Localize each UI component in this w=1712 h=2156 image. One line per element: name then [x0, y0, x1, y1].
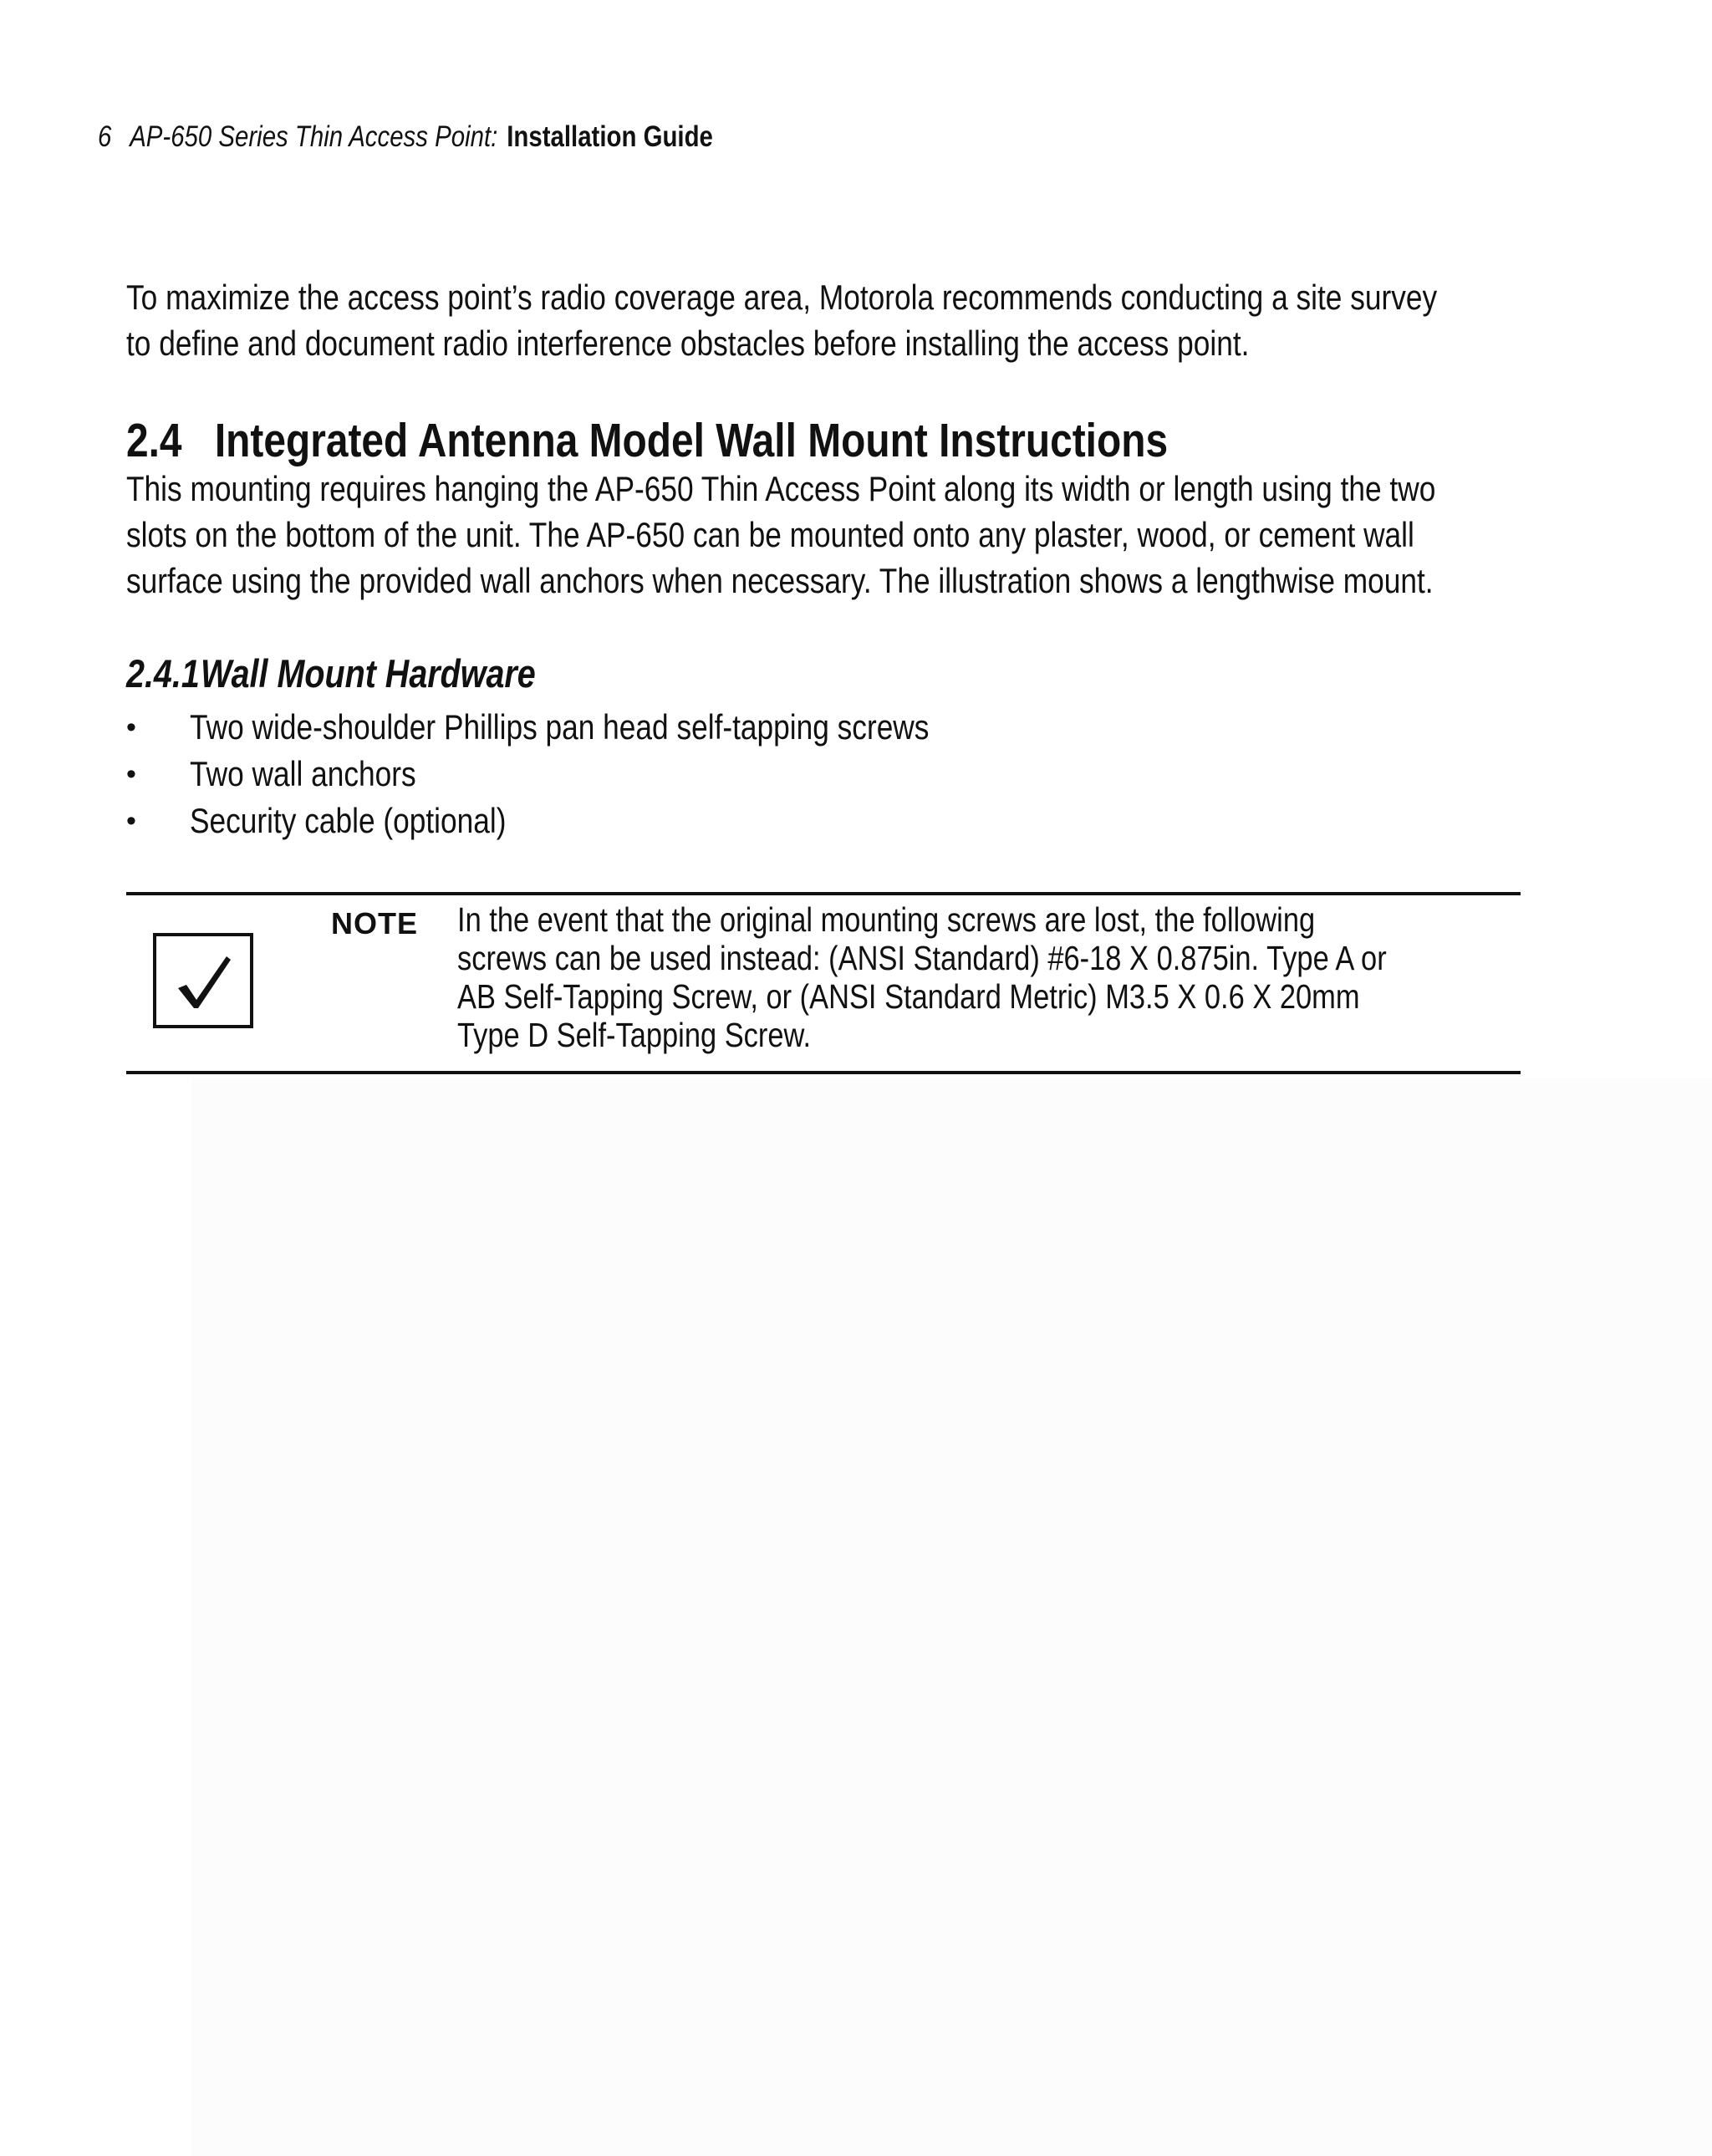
section-title: Integrated Antenna Model Wall Mount Instructions	[214, 414, 1169, 467]
section-line: slots on the bottom of the unit. The AP-650 can be mounted onto any plaster, wood, or cement wall	[126, 515, 1414, 554]
note-line: Type D Self-Tapping Screw.	[457, 1016, 812, 1054]
note-line: screws can be used instead: (ANSI Standard) #6-18 X 0.875in. Type A or	[457, 939, 1387, 977]
document-subtitle: Installation Guide	[507, 120, 713, 153]
note-line: AB Self-Tapping Screw, or (ANSI Standard Metric) M3.5 X 0.6 X 20mm	[457, 977, 1360, 1016]
intro-line: To maximize the access point’s radio coverage area, Motorola recommends conducting a site survey	[126, 278, 1438, 317]
checkmark-icon	[153, 933, 253, 1028]
section-number: 2.4	[126, 414, 182, 467]
section-heading	[126, 413, 1168, 468]
intro-paragraph	[126, 274, 1437, 366]
list-item-text: Two wide-shoulder Phillips pan head self-tapping screws	[190, 707, 930, 747]
running-header	[98, 119, 713, 155]
subsection-number: 2.4.1	[126, 651, 200, 696]
section-paragraph	[126, 466, 1435, 604]
note-label: NOTE	[331, 906, 419, 940]
note-text	[457, 900, 1387, 1054]
note-top-divider	[126, 892, 1521, 895]
subsection-title: Wall Mount Hardware	[201, 651, 536, 696]
page-number: 6	[98, 120, 112, 153]
note-line: In the event that the original mounting screws are lost, the following	[457, 900, 1316, 939]
subsection-heading	[126, 650, 536, 698]
note-bottom-divider	[126, 1071, 1521, 1074]
list-item-text: Two wall anchors	[190, 754, 416, 793]
intro-line: to define and document radio interference obstacles before installing the access point.	[126, 324, 1250, 363]
list-item-text: Security cable (optional)	[190, 801, 507, 840]
bullet-icon: •	[126, 805, 136, 837]
document-title: AP-650 Series Thin Access Point:	[130, 120, 498, 153]
section-line: This mounting requires hanging the AP-650 Thin Access Point along its width or length using the two	[126, 469, 1436, 508]
bullet-icon: •	[126, 711, 136, 743]
bullet-icon: •	[126, 758, 136, 790]
page-background	[192, 1078, 1712, 2156]
section-line: surface using the provided wall anchors when necessary. The illustration shows a lengthwise mount.	[126, 561, 1434, 600]
